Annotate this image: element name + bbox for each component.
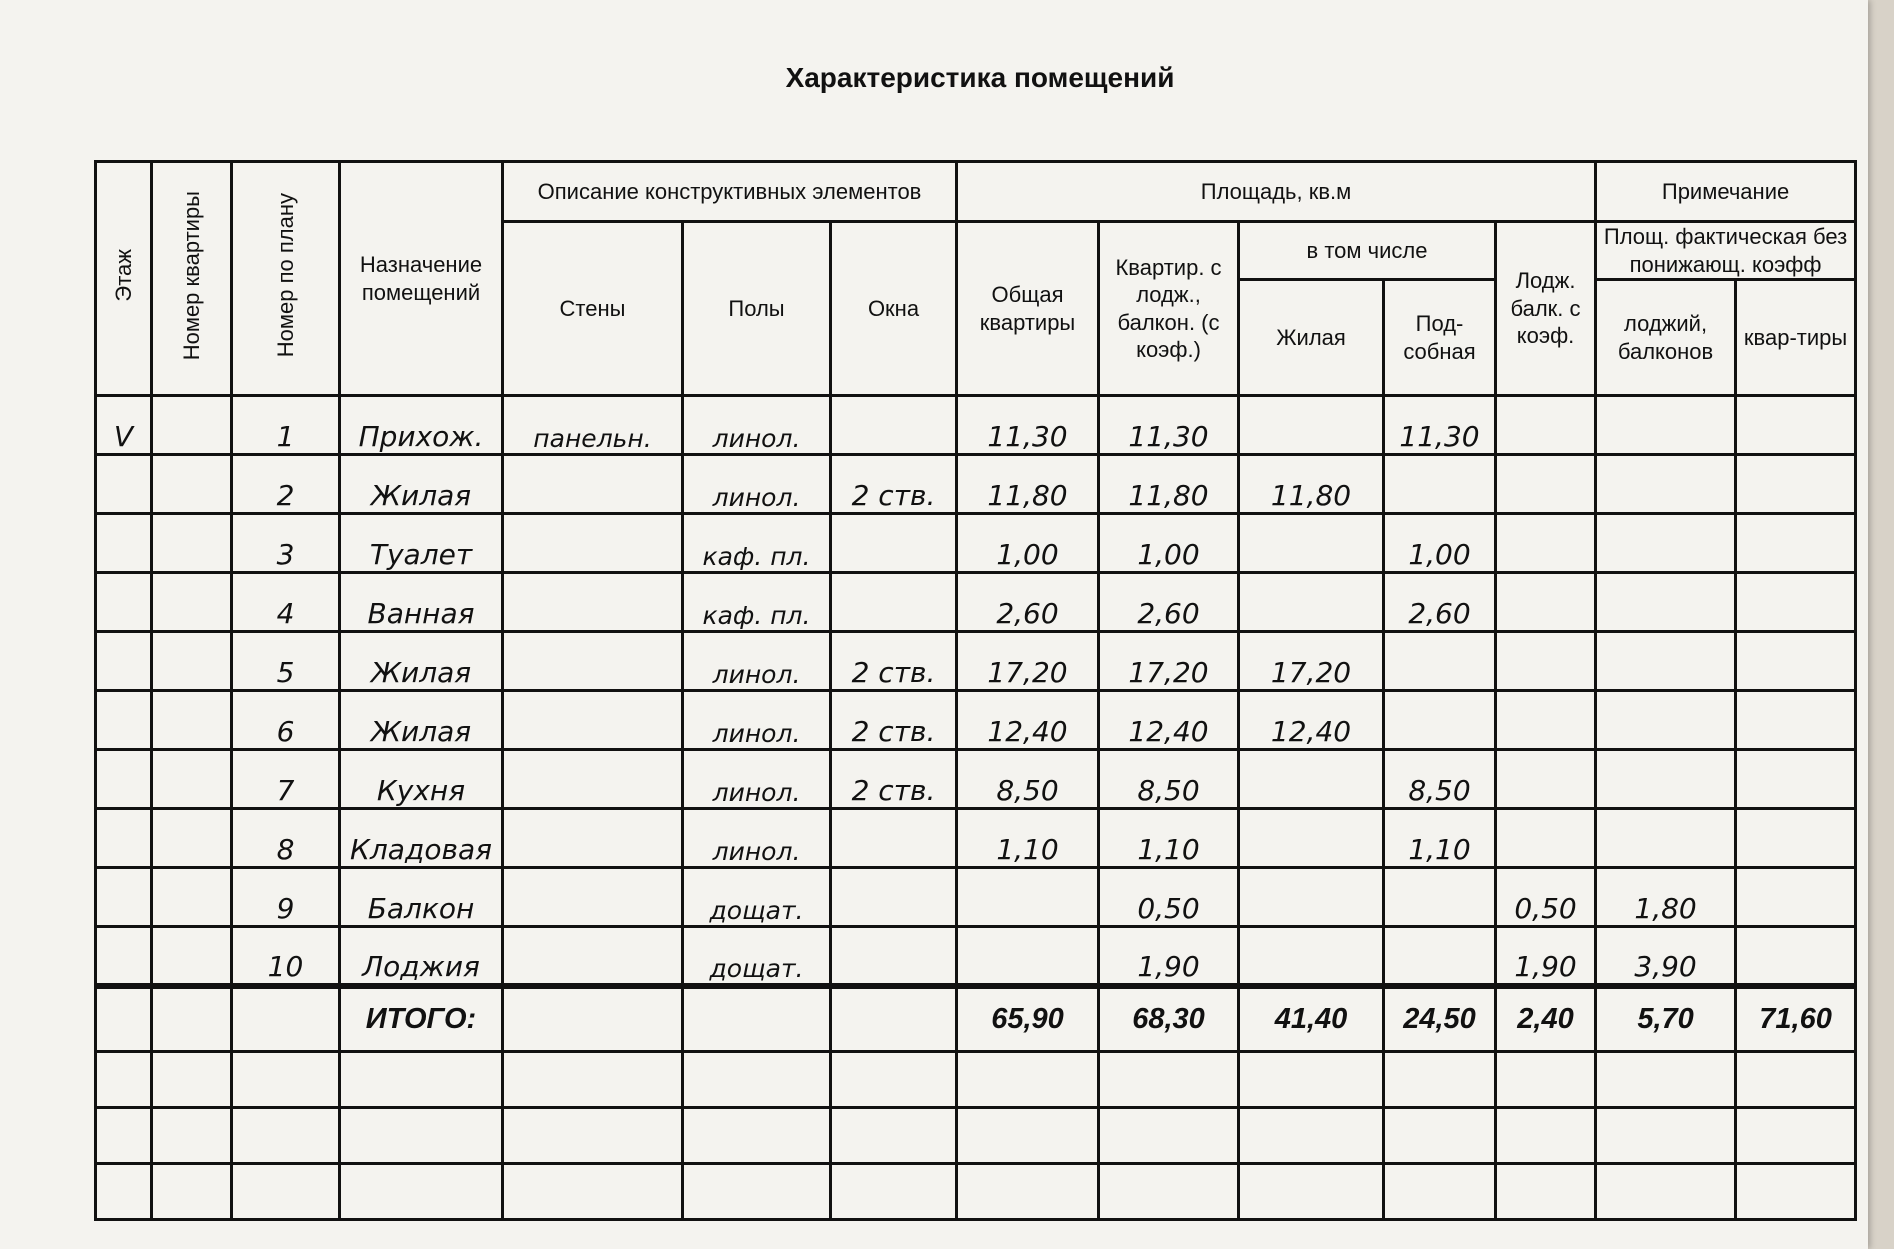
cell-apartment — [152, 809, 232, 868]
total-auxiliary-sum: 24,50 — [1384, 986, 1496, 1052]
cell-with-loggia: 8,50 — [1099, 750, 1239, 809]
cell-with-loggia: 1,10 — [1099, 809, 1239, 868]
cell-windows: 2 ств. — [831, 750, 957, 809]
cell-auxiliary: 2,60 — [1384, 573, 1496, 632]
cell-living: 17,20 — [1239, 632, 1384, 691]
table-row — [96, 691, 1856, 750]
cell-actual-apartment — [1736, 691, 1856, 750]
cell-apartment — [152, 396, 232, 455]
cell-with-loggia: 12,40 — [1099, 691, 1239, 750]
header-apartment-with-loggias: Квартир. с лодж., балкон. (с коэф.) — [1099, 222, 1239, 396]
table-row — [96, 868, 1856, 927]
cell-empty — [152, 986, 232, 1052]
cell-loggia-coef — [1496, 809, 1596, 868]
cell-walls — [503, 691, 683, 750]
cell-floor — [96, 573, 152, 632]
cell-auxiliary — [1384, 691, 1496, 750]
cell-floors: линол. — [683, 691, 831, 750]
header-room-purpose: Назначение помещений — [340, 162, 503, 396]
cell-purpose: Кладовая — [340, 809, 503, 868]
cell-loggia-coef — [1496, 514, 1596, 573]
cell-floors: дощат. — [683, 927, 831, 986]
cell-auxiliary: 1,00 — [1384, 514, 1496, 573]
cell-with-loggia: 11,80 — [1099, 455, 1239, 514]
cell-walls — [503, 632, 683, 691]
cell-living — [1239, 927, 1384, 986]
cell-empty — [683, 986, 831, 1052]
table-row — [96, 632, 1856, 691]
header-total-apartment: Общая квартиры — [957, 222, 1099, 396]
cell-loggia-coef — [1496, 573, 1596, 632]
cell-plan-number: 7 — [232, 750, 340, 809]
cell-total — [957, 927, 1099, 986]
cell-loggia-coef: 0,50 — [1496, 868, 1596, 927]
cell-walls — [503, 868, 683, 927]
cell-actual-loggia — [1596, 573, 1736, 632]
cell-plan-number: 9 — [232, 868, 340, 927]
cell-total: 1,10 — [957, 809, 1099, 868]
total-living-sum: 41,40 — [1239, 986, 1384, 1052]
cell-plan-number: 3 — [232, 514, 340, 573]
cell-floors: линол. — [683, 396, 831, 455]
cell-with-loggia: 0,50 — [1099, 868, 1239, 927]
cell-total: 12,40 — [957, 691, 1099, 750]
total-with-loggia-sum: 68,30 — [1099, 986, 1239, 1052]
cell-purpose: Туалет — [340, 514, 503, 573]
cell-plan-number: 2 — [232, 455, 340, 514]
cell-floor — [96, 514, 152, 573]
cell-floors: каф. пл. — [683, 514, 831, 573]
cell-actual-loggia — [1596, 396, 1736, 455]
cell-walls — [503, 573, 683, 632]
cell-apartment — [152, 573, 232, 632]
cell-loggia-coef — [1496, 632, 1596, 691]
cell-floor — [96, 455, 152, 514]
cell-floor: V — [96, 396, 152, 455]
cell-auxiliary — [1384, 632, 1496, 691]
cell-apartment — [152, 632, 232, 691]
table-row — [96, 573, 1856, 632]
cell-empty — [96, 986, 152, 1052]
cell-loggia-coef — [1496, 691, 1596, 750]
cell-empty — [232, 986, 340, 1052]
cell-floor — [96, 632, 152, 691]
cell-actual-apartment — [1736, 868, 1856, 927]
cell-total: 17,20 — [957, 632, 1099, 691]
cell-living: 11,80 — [1239, 455, 1384, 514]
header-actual-area: Площ. фактическая без понижающ. коэфф — [1596, 222, 1856, 280]
cell-auxiliary: 8,50 — [1384, 750, 1496, 809]
cell-purpose: Ванная — [340, 573, 503, 632]
cell-actual-apartment — [1736, 455, 1856, 514]
header-floors: Полы — [683, 222, 831, 396]
cell-living — [1239, 573, 1384, 632]
cell-loggia-coef — [1496, 455, 1596, 514]
cell-floors: каф. пл. — [683, 573, 831, 632]
header-apartment-number: Номер квартиры — [152, 162, 232, 396]
cell-with-loggia: 1,90 — [1099, 927, 1239, 986]
table-row — [96, 809, 1856, 868]
cell-apartment — [152, 750, 232, 809]
header-apartment: квар-тиры — [1736, 280, 1856, 396]
rooms-characteristics-table — [94, 160, 1857, 1221]
header-construction-elements: Описание конструктивных элементов — [503, 162, 957, 222]
cell-windows — [831, 514, 957, 573]
cell-actual-apartment — [1736, 632, 1856, 691]
total-loggia-coef-sum: 2,40 — [1496, 986, 1596, 1052]
cell-living — [1239, 809, 1384, 868]
cell-living — [1239, 750, 1384, 809]
cell-plan-number: 1 — [232, 396, 340, 455]
cell-actual-loggia — [1596, 455, 1736, 514]
totals-label: ИТОГО: — [340, 986, 503, 1052]
header-loggias-balconies: лоджий, балконов — [1596, 280, 1736, 396]
cell-floor — [96, 927, 152, 986]
totals-row — [96, 986, 1856, 1052]
cell-empty — [831, 986, 957, 1052]
table-row — [96, 455, 1856, 514]
cell-living — [1239, 514, 1384, 573]
header-loggia-balcony-coef: Лодж. балк. с коэф. — [1496, 222, 1596, 396]
cell-actual-loggia: 1,80 — [1596, 868, 1736, 927]
header-including: в том числе — [1239, 222, 1496, 280]
cell-living: 12,40 — [1239, 691, 1384, 750]
cell-windows — [831, 573, 957, 632]
header-area: Площадь, кв.м — [957, 162, 1596, 222]
cell-walls — [503, 809, 683, 868]
cell-total — [957, 868, 1099, 927]
cell-floors: линол. — [683, 632, 831, 691]
cell-auxiliary: 11,30 — [1384, 396, 1496, 455]
cell-purpose: Кухня — [340, 750, 503, 809]
cell-with-loggia: 17,20 — [1099, 632, 1239, 691]
cell-total: 11,30 — [957, 396, 1099, 455]
cell-walls — [503, 455, 683, 514]
cell-plan-number: 6 — [232, 691, 340, 750]
cell-loggia-coef: 1,90 — [1496, 927, 1596, 986]
cell-actual-loggia — [1596, 691, 1736, 750]
cell-windows: 2 ств. — [831, 691, 957, 750]
total-actual-apartment-sum: 71,60 — [1736, 986, 1856, 1052]
cell-floor — [96, 750, 152, 809]
cell-empty — [503, 986, 683, 1052]
cell-walls: панельн. — [503, 396, 683, 455]
cell-purpose: Прихож. — [340, 396, 503, 455]
cell-actual-loggia — [1596, 632, 1736, 691]
cell-auxiliary — [1384, 868, 1496, 927]
cell-actual-apartment — [1736, 396, 1856, 455]
header-floor: Этаж — [96, 162, 152, 396]
cell-floor — [96, 691, 152, 750]
cell-floor — [96, 868, 152, 927]
empty-row — [96, 1052, 1856, 1108]
document-title: Характеристика помещений — [785, 62, 1175, 93]
cell-plan-number: 10 — [232, 927, 340, 986]
cell-total: 8,50 — [957, 750, 1099, 809]
header-windows: Окна — [831, 222, 957, 396]
table-row — [96, 927, 1856, 986]
cell-floors: дощат. — [683, 868, 831, 927]
cell-apartment — [152, 927, 232, 986]
cell-total: 1,00 — [957, 514, 1099, 573]
header-walls: Стены — [503, 222, 683, 396]
cell-apartment — [152, 691, 232, 750]
total-apartment-sum: 65,90 — [957, 986, 1099, 1052]
cell-actual-loggia — [1596, 809, 1736, 868]
header-auxiliary: Под-собная — [1384, 280, 1496, 396]
cell-purpose: Жилая — [340, 632, 503, 691]
cell-windows — [831, 927, 957, 986]
cell-apartment — [152, 514, 232, 573]
cell-plan-number: 8 — [232, 809, 340, 868]
cell-apartment — [152, 868, 232, 927]
cell-actual-apartment — [1736, 927, 1856, 986]
cell-windows — [831, 868, 957, 927]
cell-plan-number: 5 — [232, 632, 340, 691]
cell-actual-apartment — [1736, 750, 1856, 809]
cell-floor — [96, 809, 152, 868]
total-actual-loggia-sum: 5,70 — [1596, 986, 1736, 1052]
cell-walls — [503, 750, 683, 809]
header-note: Примечание — [1596, 162, 1856, 222]
cell-purpose: Балкон — [340, 868, 503, 927]
cell-total: 2,60 — [957, 573, 1099, 632]
cell-windows — [831, 396, 957, 455]
cell-windows: 2 ств. — [831, 455, 957, 514]
table-row — [96, 396, 1856, 455]
cell-actual-loggia — [1596, 514, 1736, 573]
cell-purpose: Жилая — [340, 691, 503, 750]
cell-actual-loggia: 3,90 — [1596, 927, 1736, 986]
header-living: Жилая — [1239, 280, 1384, 396]
cell-loggia-coef — [1496, 396, 1596, 455]
empty-row — [96, 1108, 1856, 1164]
cell-actual-apartment — [1736, 573, 1856, 632]
table-row — [96, 750, 1856, 809]
cell-with-loggia: 11,30 — [1099, 396, 1239, 455]
cell-plan-number: 4 — [232, 573, 340, 632]
table-row — [96, 514, 1856, 573]
cell-walls — [503, 514, 683, 573]
cell-auxiliary: 1,10 — [1384, 809, 1496, 868]
cell-windows — [831, 809, 957, 868]
cell-purpose: Жилая — [340, 455, 503, 514]
cell-walls — [503, 927, 683, 986]
cell-actual-apartment — [1736, 809, 1856, 868]
cell-living — [1239, 396, 1384, 455]
cell-floors: линол. — [683, 455, 831, 514]
cell-auxiliary — [1384, 455, 1496, 514]
cell-floors: линол. — [683, 809, 831, 868]
cell-actual-apartment — [1736, 514, 1856, 573]
cell-with-loggia: 2,60 — [1099, 573, 1239, 632]
cell-with-loggia: 1,00 — [1099, 514, 1239, 573]
empty-row — [96, 1164, 1856, 1220]
cell-actual-loggia — [1596, 750, 1736, 809]
cell-loggia-coef — [1496, 750, 1596, 809]
cell-windows: 2 ств. — [831, 632, 957, 691]
cell-purpose: Лоджия — [340, 927, 503, 986]
cell-floors: линол. — [683, 750, 831, 809]
cell-living — [1239, 868, 1384, 927]
cell-auxiliary — [1384, 927, 1496, 986]
header-plan-number: Номер по плану — [232, 162, 340, 396]
cell-apartment — [152, 455, 232, 514]
cell-total: 11,80 — [957, 455, 1099, 514]
